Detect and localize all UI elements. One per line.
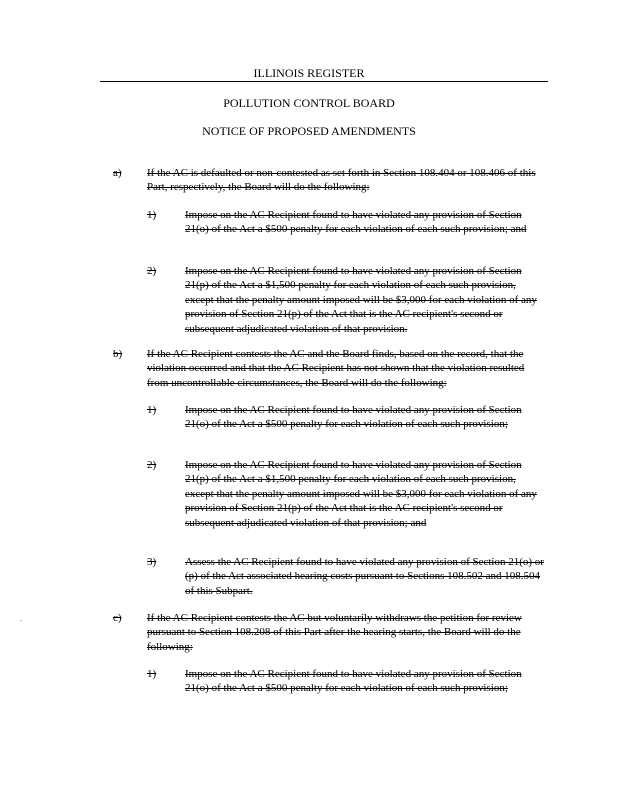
section-b-item-2-label: 2) (147, 459, 157, 471)
header-mark-mid: _ _ (219, 72, 235, 83)
scan-speck: . (20, 614, 22, 623)
section-a-item-1-label: 1) (147, 209, 157, 221)
section-b-item-3-text: Assess the AC Recipient found to have violated any provision of Section 21(o) or (p) of the Act associated hearing costs pursuant to Sections 108.502 and 108.504 of this Subpart. (185, 556, 544, 597)
section-b-item-1-text: Impose on the AC Recipient found to have violated any provision of Section 21(o) of the Act a $500 penalty for each violation of each such provision; (185, 404, 522, 431)
section-a-item-2-text: Impose on the AC Recipient found to have violated any provision of Section 21(p) of the Act a $1,500 penalty for each violation of each such provision, except that the penalty amount imposed will be $3,000 for each violation of any provision of Section 21(p) of the Act that is the AC recipient's second or subsequent adjudicated violation of that provision. (185, 265, 537, 335)
register-title: ILLINOIS REGISTER (253, 66, 365, 80)
section-b-label: b) (113, 348, 123, 360)
notice-title: NOTICE OF PROPOSED AMENDMENTS (202, 124, 416, 138)
header-rule (100, 81, 548, 82)
section-b-item-2-text: Impose on the AC Recipient found to have violated any provision of Section 21(p) of the Act a $1,500 penalty for each violation of each such provision, except that the penalty amount imposed will be $3,000 for each violation of any provision of Section 21(p) of the Act that is the AC recipient's second or subsequent adjudicated violation of that provision; and (185, 459, 537, 529)
section-b-item-3-label: 3) (147, 556, 157, 568)
section-c-item-1-text: Impose on the AC Recipient found to have violated any provision of Section 21(o) of the Act a $500 penalty for each violation of each such provision; (185, 668, 522, 695)
section-c-label: c) (113, 612, 122, 624)
header-mark-left: _ (100, 72, 106, 83)
section-a-item-2-label: 2) (147, 265, 157, 277)
section-a-label: a) (113, 167, 122, 179)
section-c-item-1-label: 1) (147, 668, 157, 680)
section-b-item-1-label: 1) (147, 404, 157, 416)
section-c-text: If the AC Recipient contests the AC but voluntarily withdraws the petition for review pursuant to Section 108.208 of this Part after the hearing starts, the Board will do the following: (147, 612, 522, 653)
section-b-text: If the AC Recipient contests the AC and the Board finds, based on the record, that the violation occurred and that the AC Recipient has not shown that the violation resulted from uncontrollable circumstances, the Board will do the following: (147, 348, 525, 389)
section-a-item-1-text: Impose on the AC Recipient found to have violated any provision of Section 21(o) of the Act a $500 penalty for each violation of each such provision; and (185, 209, 527, 236)
section-a-text: If the AC is defaulted or non-contested as set forth in Section 108.404 or 108.406 of this Part, respectively, the Board will do the following: (147, 167, 536, 194)
board-title: POLLUTION CONTROL BOARD (223, 96, 395, 110)
